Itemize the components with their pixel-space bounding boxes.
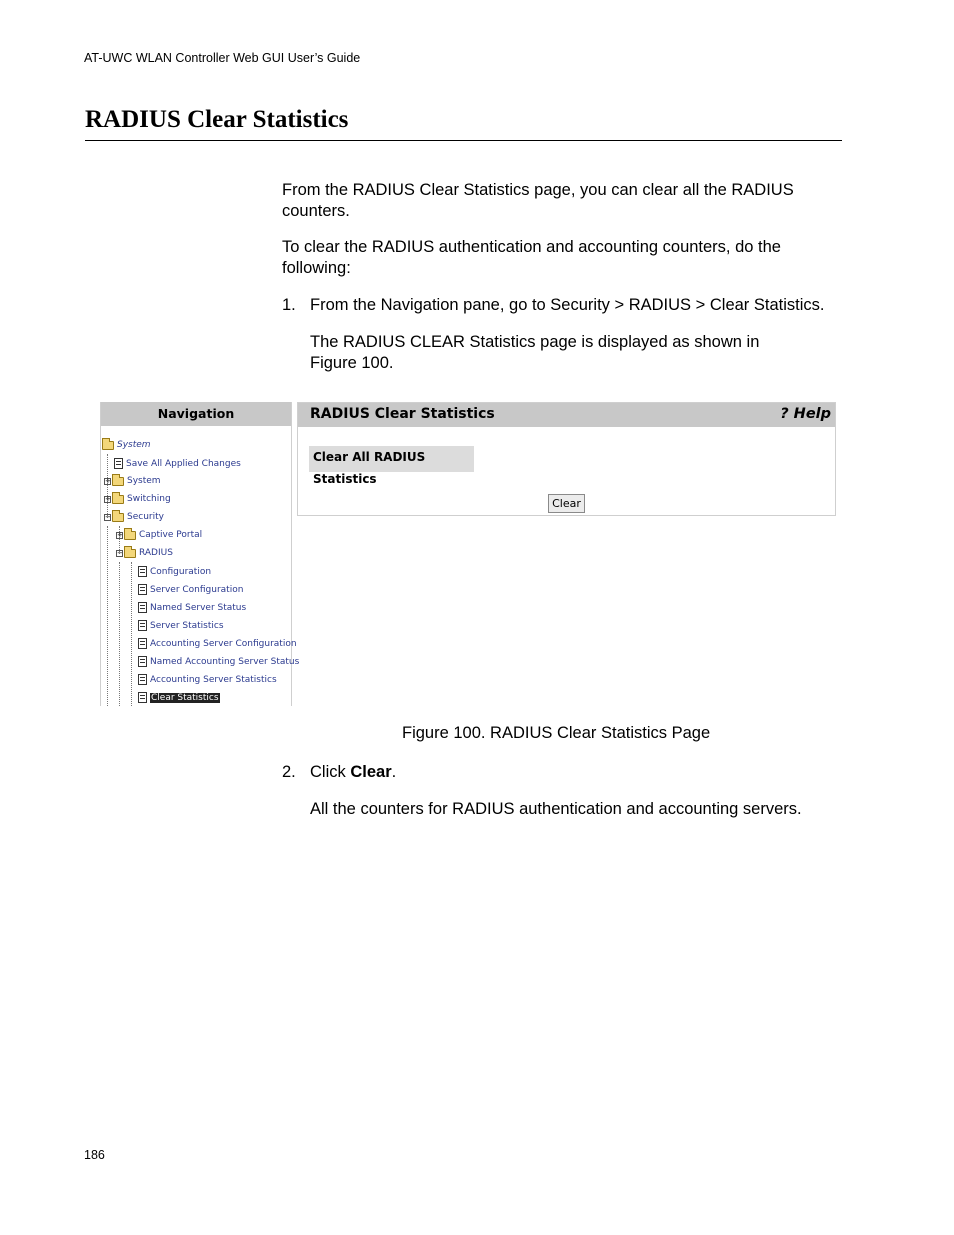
tree-item-captive-portal[interactable]: + Captive Portal — [117, 530, 203, 540]
tree-item-switching[interactable]: + Switching — [105, 494, 171, 504]
step-1-result: The RADIUS CLEAR Statistics page is displayed as shown in Figure 100. — [310, 333, 760, 372]
tree-item-root-system[interactable]: System — [102, 440, 151, 450]
document-icon — [138, 656, 147, 667]
document-icon — [138, 620, 147, 631]
clear-button[interactable]: Clear — [548, 494, 585, 513]
page-number: 186 — [84, 1148, 105, 1162]
tree-item-server-statistics[interactable]: Server Statistics — [138, 620, 224, 631]
tree-item-named-server-status[interactable]: Named Server Status — [138, 602, 246, 613]
help-link[interactable]: ? Help — [780, 406, 831, 422]
folder-open-icon — [124, 549, 136, 558]
folder-icon — [112, 477, 124, 486]
expand-icon[interactable]: + — [105, 476, 111, 485]
tree-item-accounting-server-configuration[interactable]: Accounting Server Configuration — [138, 638, 297, 649]
folder-icon — [112, 495, 124, 504]
collapse-icon[interactable]: − — [105, 512, 111, 521]
tree-connector — [119, 562, 120, 706]
step-1-text: From the Navigation pane, go to Security > RADIUS > Clear Statistics. — [310, 296, 825, 314]
content-pane — [297, 402, 836, 516]
step-2-text: Click Clear. — [310, 763, 397, 781]
folder-open-icon — [102, 441, 114, 450]
step-1-number: 1. — [282, 296, 296, 314]
document-icon — [138, 638, 147, 649]
tree-item-server-configuration[interactable]: Server Configuration — [138, 584, 243, 595]
content-title: RADIUS Clear Statistics — [310, 406, 495, 422]
tree-item-radius[interactable]: − RADIUS — [117, 548, 173, 558]
document-icon — [138, 584, 147, 595]
expand-icon[interactable]: + — [105, 494, 111, 503]
tree-item-save-all-applied-changes[interactable]: Save All Applied Changes — [114, 458, 241, 469]
step-2-result: All the counters for RADIUS authentication and accounting servers. — [310, 800, 802, 818]
instructions-paragraph: To clear the RADIUS authentication and accounting counters, do the following: — [282, 238, 781, 277]
tree-item-clear-statistics[interactable]: Clear Statistics — [138, 692, 220, 703]
expand-icon[interactable]: + — [117, 530, 123, 539]
figure-screenshot — [100, 402, 836, 706]
folder-open-icon — [112, 513, 124, 522]
tree-item-system[interactable]: + System — [105, 476, 161, 486]
tree-item-security[interactable]: − Security — [105, 512, 164, 522]
navigation-pane — [100, 402, 300, 706]
tree-connector — [131, 562, 132, 706]
tree-item-named-accounting-server-status[interactable]: Named Accounting Server Status — [138, 656, 299, 667]
document-icon — [138, 566, 147, 577]
step-2-number: 2. — [282, 763, 296, 781]
collapse-icon[interactable]: − — [117, 548, 123, 557]
tree-item-configuration[interactable]: Configuration — [138, 566, 211, 577]
figure-caption: Figure 100. RADIUS Clear Statistics Page — [402, 724, 711, 742]
navigation-header: Navigation — [101, 402, 291, 426]
tree-connector — [107, 454, 108, 518]
running-header: AT-UWC WLAN Controller Web GUI User’s Guide — [84, 51, 361, 65]
title-rule — [85, 140, 842, 141]
document-icon — [114, 458, 123, 469]
folder-icon — [124, 531, 136, 540]
document-icon — [138, 602, 147, 613]
intro-paragraph: From the RADIUS Clear Statistics page, you can clear all the RADIUS counters. — [282, 181, 794, 220]
content-header — [298, 403, 835, 427]
section-title: RADIUS Clear Statistics — [85, 106, 349, 133]
document-icon — [138, 674, 147, 685]
tree-item-accounting-server-statistics[interactable]: Accounting Server Statistics — [138, 674, 277, 685]
tree-connector — [107, 526, 108, 706]
document-icon — [138, 692, 147, 703]
clear-all-statistics-label: Clear All RADIUS Statistics — [309, 446, 474, 472]
clear-keyword: Clear — [350, 763, 392, 781]
